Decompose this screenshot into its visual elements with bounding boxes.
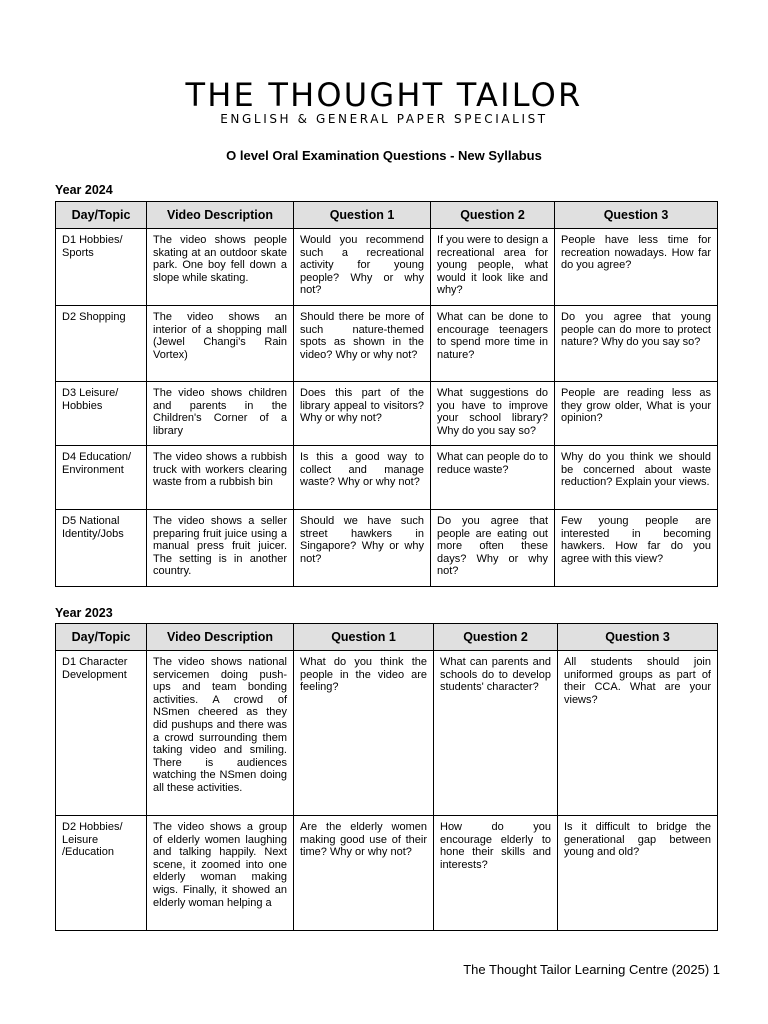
header-question-1: Question 1 <box>294 202 431 229</box>
brand-title: THE THOUGHT TAILOR <box>185 76 583 114</box>
question-3-cell: Why do you think we should be concerned about waste reduction? Explain your views. <box>555 446 718 510</box>
description-cell: The video shows national servicemen doing push-ups and team bonding activities. A crowd of NSmen cheered as they did pushups and there was a crowd surrounding them taking video and smiling. There is audiences watching the NSmen doing all these activities. <box>147 651 294 816</box>
questions-table-2023 <box>55 623 718 931</box>
topic-cell: D5 National Identity/Jobs <box>56 510 147 587</box>
header-day-topic: Day/Topic <box>56 624 147 651</box>
table-row <box>56 510 718 587</box>
table-header-row <box>56 624 718 651</box>
year-label-2024: Year 2024 <box>55 183 113 197</box>
topic-cell: D1 Hobbies/ Sports <box>56 229 147 306</box>
question-3-cell: All students should join uniformed groups as part of their CCA. What are your views? <box>558 651 718 816</box>
description-cell: The video shows a rubbish truck with workers clearing waste from a rubbish bin <box>147 446 294 510</box>
question-3-cell: Few young people are interested in becoming hawkers. How far do you agree with this view? <box>555 510 718 587</box>
brand-header <box>0 78 768 126</box>
table-row <box>56 446 718 510</box>
question-1-cell: Does this part of the library appeal to visitors? Why or why not? <box>294 382 431 446</box>
topic-cell: D1 Character Development <box>56 651 147 816</box>
topic-cell: D3 Leisure/ Hobbies <box>56 382 147 446</box>
table-row <box>56 306 718 382</box>
question-1-cell: What do you think the people in the video are feeling? <box>294 651 434 816</box>
question-1-cell: Should there be more of such nature-themed spots as shown in the video? Why or why not? <box>294 306 431 382</box>
topic-cell: D4 Education/ Environment <box>56 446 147 510</box>
document-title: O level Oral Examination Questions - New Syllabus <box>226 148 542 163</box>
description-cell: The video shows an interior of a shopping mall (Jewel Changi's Rain Vortex) <box>147 306 294 382</box>
question-2-cell: What can people do to reduce waste? <box>431 446 555 510</box>
question-2-cell: Do you agree that people are eating out more often these days? Why or why not? <box>431 510 555 587</box>
header-video-description: Video Description <box>147 624 294 651</box>
topic-cell: D2 Hobbies/ Leisure /Education <box>56 816 147 931</box>
header-question-3: Question 3 <box>555 202 718 229</box>
question-3-cell: Is it difficult to bridge the generational gap between young and old? <box>558 816 718 931</box>
question-2-cell: If you were to design a recreational area for young people, what would it look like and why? <box>431 229 555 306</box>
question-1-cell: Should we have such street hawkers in Singapore? Why or why not? <box>294 510 431 587</box>
question-2-cell: What can be done to encourage teenagers to spend more time in nature? <box>431 306 555 382</box>
question-1-cell: Is this a good way to collect and manage waste? Why or why not? <box>294 446 431 510</box>
table-row <box>56 651 718 816</box>
question-3-cell: Do you agree that young people can do more to protect nature? Why do you say so? <box>555 306 718 382</box>
description-cell: The video shows a group of elderly women laughing and talking happily. Next scene, it zoomed into one elderly woman making wigs. Finally, it showed an elderly woman helping a <box>147 816 294 931</box>
table-row <box>56 229 718 306</box>
header-question-3: Question 3 <box>558 624 718 651</box>
year-label-2023: Year 2023 <box>55 606 113 620</box>
header-day-topic: Day/Topic <box>56 202 147 229</box>
question-2-cell: What suggestions do you have to improve your school library? Why do you say so? <box>431 382 555 446</box>
description-cell: The video shows people skating at an outdoor skate park. One boy fell down a slope while skating. <box>147 229 294 306</box>
header-question-2: Question 2 <box>431 202 555 229</box>
header-question-1: Question 1 <box>294 624 434 651</box>
question-3-cell: People are reading less as they grow older, What is your opinion? <box>555 382 718 446</box>
question-3-cell: People have less time for recreation nowadays. How far do you agree? <box>555 229 718 306</box>
page-footer: The Thought Tailor Learning Centre (2025) 1 <box>463 962 720 977</box>
header-video-description: Video Description <box>147 202 294 229</box>
question-2-cell: How do you encourage elderly to hone their skills and interests? <box>434 816 558 931</box>
brand-subtitle: ENGLISH & GENERAL PAPER SPECIALIST <box>220 112 548 126</box>
table-header-row <box>56 202 718 229</box>
description-cell: The video shows children and parents in the Children's Corner of a library <box>147 382 294 446</box>
question-1-cell: Are the elderly women making good use of their time? Why or why not? <box>294 816 434 931</box>
question-1-cell: Would you recommend such a recreational activity for young people? Why or why not? <box>294 229 431 306</box>
questions-table-2024 <box>55 201 718 587</box>
description-cell: The video shows a seller preparing fruit juice using a manual press fruit juicer. The setting is in another country. <box>147 510 294 587</box>
question-2-cell: What can parents and schools do to develop students' character? <box>434 651 558 816</box>
header-question-2: Question 2 <box>434 624 558 651</box>
table-row <box>56 382 718 446</box>
table-row <box>56 816 718 931</box>
topic-cell: D2 Shopping <box>56 306 147 382</box>
